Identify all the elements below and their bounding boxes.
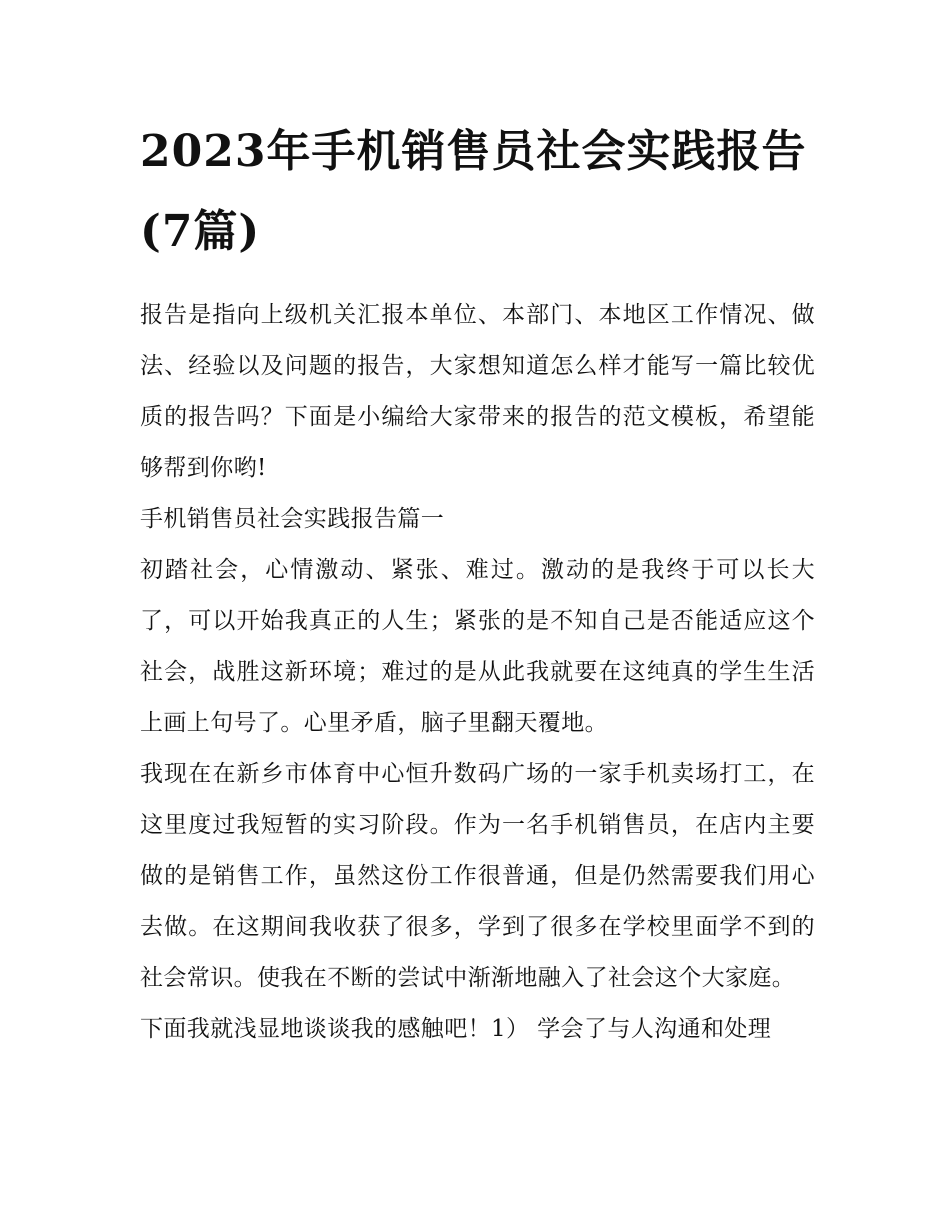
document-body bbox=[140, 290, 815, 1055]
intro-paragraph: 报告是指向上级机关汇报本单位、本部门、本地区工作情况、做法、经验以及问题的报告，大家想知道怎么样才能写一篇比较优质的报告吗？下面是小编给大家带来的报告的范文模板，希望能够帮到你哟! bbox=[140, 302, 815, 481]
section-heading: 手机销售员社会实践报告篇一 bbox=[140, 506, 445, 532]
body-paragraph-3: 下面我就浅显地谈谈我的感触吧！1） 学会了与人沟通和处理 bbox=[140, 1016, 772, 1042]
body-paragraph-2: 我现在在新乡市体育中心恒升数码广场的一家手机卖场打工，在这里度过我短暂的实习阶段。作为一名手机销售员，在店内主要做的是销售工作，虽然这份工作很普通，但是仍然需要我们用心去做。在这期间我收获了很多，学到了很多在学校里面学不到的社会常识。使我在不断的尝试中渐渐地融入了社会这个大家庭。 bbox=[140, 761, 815, 991]
document-page bbox=[140, 112, 815, 1055]
document-title: 2023年手机销售员社会实践报告(7篇) bbox=[140, 126, 807, 257]
body-paragraph-1: 初踏社会，心情激动、紧张、难过。激动的是我终于可以长大了，可以开始我真正的人生；紧张的是不知自己是否能适应这个社会，战胜这新环境；难过的是从此我就要在这纯真的学生生活上画上句号了。心里矛盾，脑子里翻天覆地。 bbox=[140, 557, 815, 736]
